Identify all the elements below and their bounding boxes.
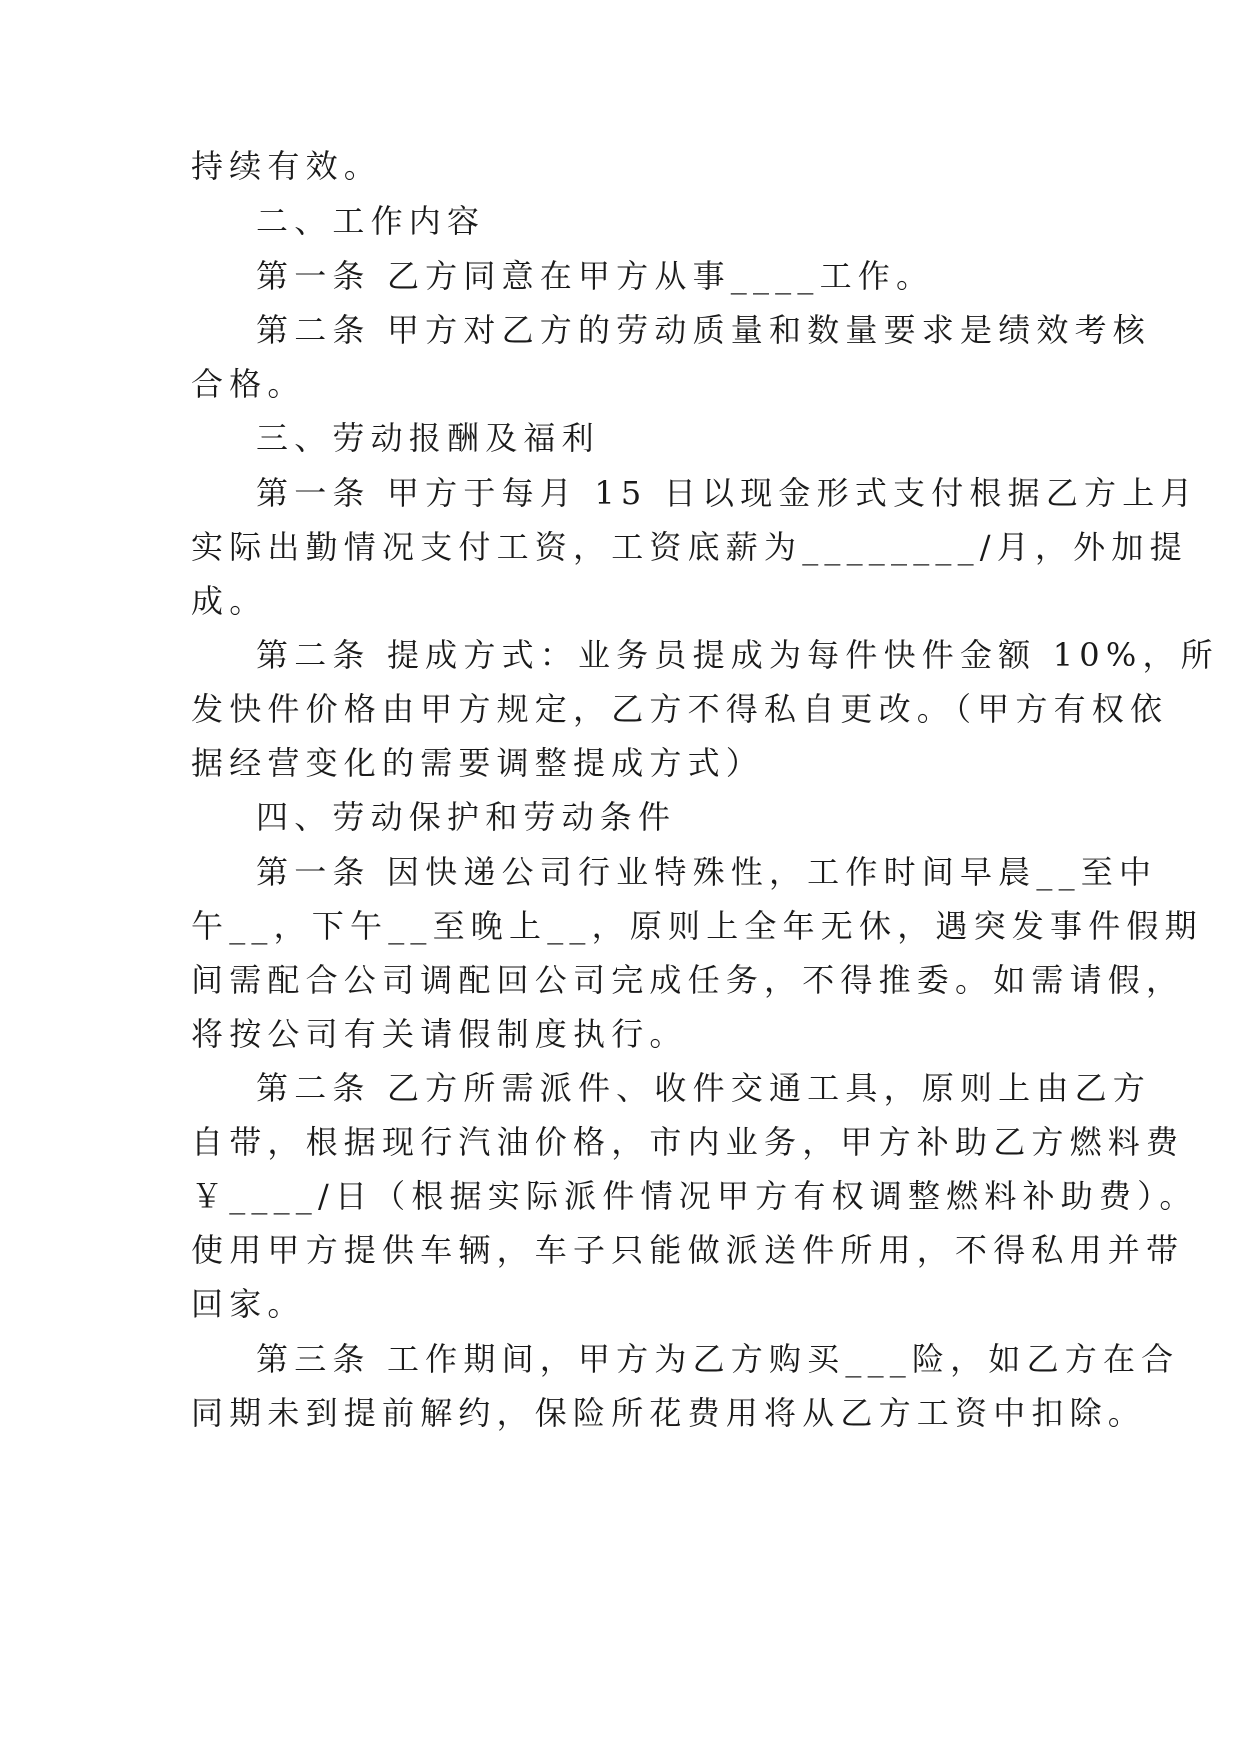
clause-3-1-line-2: 实际出勤情况支付工资，工资底薪为________/月，外加提 [191,528,1188,566]
clause-4-3-line-1: 第三条 工作期间，甲方为乙方购买___险，如乙方在合 [256,1340,1180,1378]
clause-2-1: 第一条 乙方同意在甲方从事____工作。 [256,257,935,295]
section-heading-4: 四、劳动保护和劳动条件 [256,798,677,836]
clause-4-2-line-3: ￥____/日（根据实际派件情况甲方有权调整燃料补助费）。 [191,1177,1198,1215]
clause-4-1-line-4: 将按公司有关请假制度执行。 [191,1015,688,1053]
clause-4-1-line-1: 第一条 因快递公司行业特殊性，工作时间早晨__至中 [256,853,1158,891]
clause-3-2-line-2: 发快件价格由甲方规定，乙方不得私自更改。（甲方有权依 [191,690,1169,728]
clause-2-2-line-1: 第二条 甲方对乙方的劳动质量和数量要求是绩效考核 [256,311,1151,349]
clause-4-1-line-2: 午__，下午__至晚上__，原则上全年无休，遇突发事件假期 [191,907,1203,945]
clause-4-2-line-2: 自带，根据现行汽油价格，市内业务，甲方补助乙方燃料费 [191,1123,1185,1161]
clause-4-1-line-3: 间需配合公司调配回公司完成任务，不得推委。如需请假， [191,961,1185,999]
clause-3-1-line-1: 第一条 甲方于每月 15 日以现金形式支付根据乙方上月 [256,474,1199,512]
clause-4-3-line-2: 同期未到提前解约，保险所花费用将从乙方工资中扣除。 [191,1394,1147,1432]
clause-4-2-line-5: 回家。 [191,1285,306,1323]
clause-4-2-line-1: 第二条 乙方所需派件、收件交通工具，原则上由乙方 [256,1069,1151,1107]
clause-4-2-line-4: 使用甲方提供车辆，车子只能做派送件所用，不得私用并带 [191,1231,1185,1269]
section-heading-2: 二、工作内容 [256,202,486,240]
clause-3-2-line-3: 据经营变化的需要调整提成方式） [191,744,765,782]
clause-3-2-line-1: 第二条 提成方式：业务员提成为每件快件金额 10%，所 [256,636,1219,674]
clause-3-1-line-3: 成。 [191,582,268,620]
section-heading-3: 三、劳动报酬及福利 [256,419,600,457]
text-line-continuation: 持续有效。 [191,147,383,185]
clause-2-2-line-2: 合格。 [191,365,306,403]
